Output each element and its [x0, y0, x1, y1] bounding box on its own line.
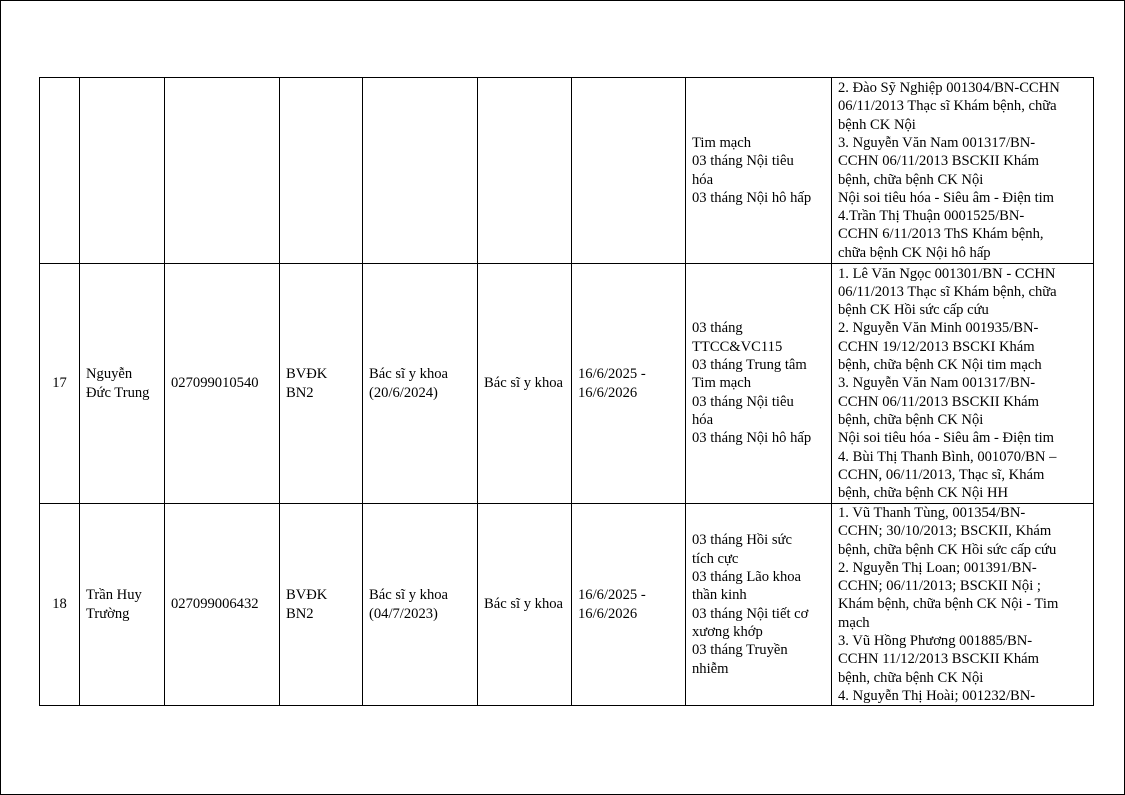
training-line: 03 tháng Nội hô hấp	[692, 189, 812, 206]
table-row	[40, 264, 1094, 504]
table-row	[40, 504, 1094, 706]
training-line: 03 tháng Nội hô hấp	[692, 430, 812, 447]
instructor-line: CCHN 19/12/2013 BSCKI Khám	[838, 338, 1035, 355]
instructor-line: bệnh, chữa bệnh CK Nội tim mạch	[838, 357, 1042, 374]
instructor-line: mạch	[838, 614, 870, 631]
training-line: 03 tháng Truyền	[692, 642, 788, 659]
training-line: Tim mạch	[692, 375, 752, 392]
training-line: 03 tháng Nội tiết cơ	[692, 605, 809, 622]
instructor-line: 4. Nguyễn Thị Hoài; 001232/BN-	[838, 687, 1036, 704]
instructor-line: bệnh, chữa bệnh CK Nội	[838, 411, 984, 428]
instructor-line: 1. Vũ Thanh Tùng, 001354/BN-	[838, 505, 1026, 521]
name-cell	[80, 78, 165, 264]
row-number-cell: 18	[40, 504, 80, 706]
period-cell: 16/6/2025 - 16/6/2026	[572, 504, 686, 706]
unit-cell: BVĐK BN2	[280, 504, 363, 706]
instructor-line: 2. Nguyễn Thị Loan; 001391/BN-	[838, 559, 1037, 576]
instructor-line: bệnh, chữa bệnh CK Nội	[838, 171, 984, 188]
position-cell: Bác sĩ y khoa	[478, 264, 572, 504]
name-cell: Trần Huy Trường	[80, 504, 165, 706]
training-line: xương khớp	[692, 623, 763, 640]
period-cell: 16/6/2025 - 16/6/2026	[572, 264, 686, 504]
instructor-line: bệnh CK Hồi sức cấp cứu	[838, 302, 989, 319]
training-line: Tim mạch	[692, 134, 752, 151]
training-line: TTCC&VC115	[692, 338, 783, 355]
instructor-line: CCHN 11/12/2013 BSCKII Khám	[838, 651, 1039, 668]
instructor-line: CCHN 06/11/2013 BSCKII Khám	[838, 393, 1039, 410]
training-line: 03 tháng Nội tiêu	[692, 393, 794, 410]
degree-cell	[363, 78, 478, 264]
degree-cell: Bác sĩ y khoa (04/7/2023)	[363, 504, 478, 706]
id-number-cell	[165, 78, 280, 264]
row-number-cell: 17	[40, 264, 80, 504]
unit-cell: BVĐK BN2	[280, 264, 363, 504]
training-line: 03 tháng	[692, 320, 743, 337]
training-line: nhiễm	[692, 660, 729, 677]
instructor-line: bệnh, chữa bệnh CK Nội	[838, 669, 984, 686]
instructor-line: CCHN 06/11/2013 BSCKII Khám	[838, 153, 1039, 170]
position-cell: Bác sĩ y khoa	[478, 504, 572, 706]
instructor-line: 3. Nguyễn Văn Nam 001317/BN-	[838, 134, 1036, 151]
table-body	[40, 78, 1094, 706]
instructor-line: Nội soi tiêu hóa - Siêu âm - Điện tim	[838, 189, 1055, 206]
instructor-line: 4. Bùi Thị Thanh Bình, 001070/BN –	[838, 448, 1057, 465]
degree-cell: Bác sĩ y khoa (20/6/2024)	[363, 264, 478, 504]
instructor-line: 4.Trần Thị Thuận 0001525/BN-	[838, 208, 1025, 225]
training-line: 03 tháng Nội tiêu	[692, 153, 794, 170]
instructor-line: CCHN 6/11/2013 ThS Khám bệnh,	[838, 226, 1044, 243]
training-line: 03 tháng Lão khoa	[692, 569, 802, 586]
instructor-line: 3. Vũ Hồng Phương 001885/BN-	[838, 633, 1033, 650]
instructors-cell	[832, 264, 1094, 504]
instructor-line: 2. Đào Sỹ Nghiệp 001304/BN-CCHN	[838, 80, 1060, 97]
instructor-line: 06/11/2013 Thạc sĩ Khám bệnh, chữa	[838, 98, 1057, 115]
training-cell	[686, 264, 832, 504]
training-line: tích cực	[692, 550, 739, 567]
instructor-line: 3. Nguyễn Văn Nam 001317/BN-	[838, 375, 1036, 392]
name-cell: Nguyễn Đức Trung	[80, 264, 165, 504]
id-number-cell: 027099006432	[165, 504, 280, 706]
instructors-cell	[832, 78, 1094, 264]
instructor-line: 06/11/2013 Thạc sĩ Khám bệnh, chữa	[838, 283, 1057, 300]
training-line: 03 tháng Hồi sức	[692, 532, 792, 549]
instructor-line: CCHN; 06/11/2013; BSCKII Nội ;	[838, 578, 1041, 595]
instructor-line: 2. Nguyễn Văn Minh 001935/BN-	[838, 320, 1039, 337]
table-row	[40, 78, 1094, 264]
training-cell	[686, 78, 832, 264]
training-line: 03 tháng Trung tâm	[692, 357, 807, 374]
training-line: hóa	[692, 171, 714, 188]
trainee-table	[39, 77, 1094, 706]
id-number-cell: 027099010540	[165, 264, 280, 504]
training-line: hóa	[692, 411, 714, 428]
training-line: thần kinh	[692, 587, 747, 604]
instructors-cell	[832, 504, 1094, 706]
row-number-cell	[40, 78, 80, 264]
instructor-line: CCHN; 30/10/2013; BSCKII, Khám	[838, 523, 1052, 540]
instructor-line: bệnh, chữa bệnh CK Nội HH	[838, 485, 1009, 502]
instructor-line: CCHN, 06/11/2013, Thạc sĩ, Khám	[838, 466, 1045, 483]
instructor-line: 1. Lê Văn Ngọc 001301/BN - CCHN	[838, 265, 1056, 282]
instructor-line: Khám bệnh, chữa bệnh CK Nội - Tim	[838, 596, 1059, 613]
unit-cell	[280, 78, 363, 264]
period-cell	[572, 78, 686, 264]
instructor-line: Nội soi tiêu hóa - Siêu âm - Điện tim	[838, 430, 1055, 447]
instructor-line: bệnh, chữa bệnh CK Hồi sức cấp cứu	[838, 541, 1057, 558]
training-cell	[686, 504, 832, 706]
position-cell	[478, 78, 572, 264]
instructor-line: bệnh CK Nội	[838, 116, 916, 133]
instructor-line: chữa bệnh CK Nội hô hấp	[838, 244, 991, 261]
